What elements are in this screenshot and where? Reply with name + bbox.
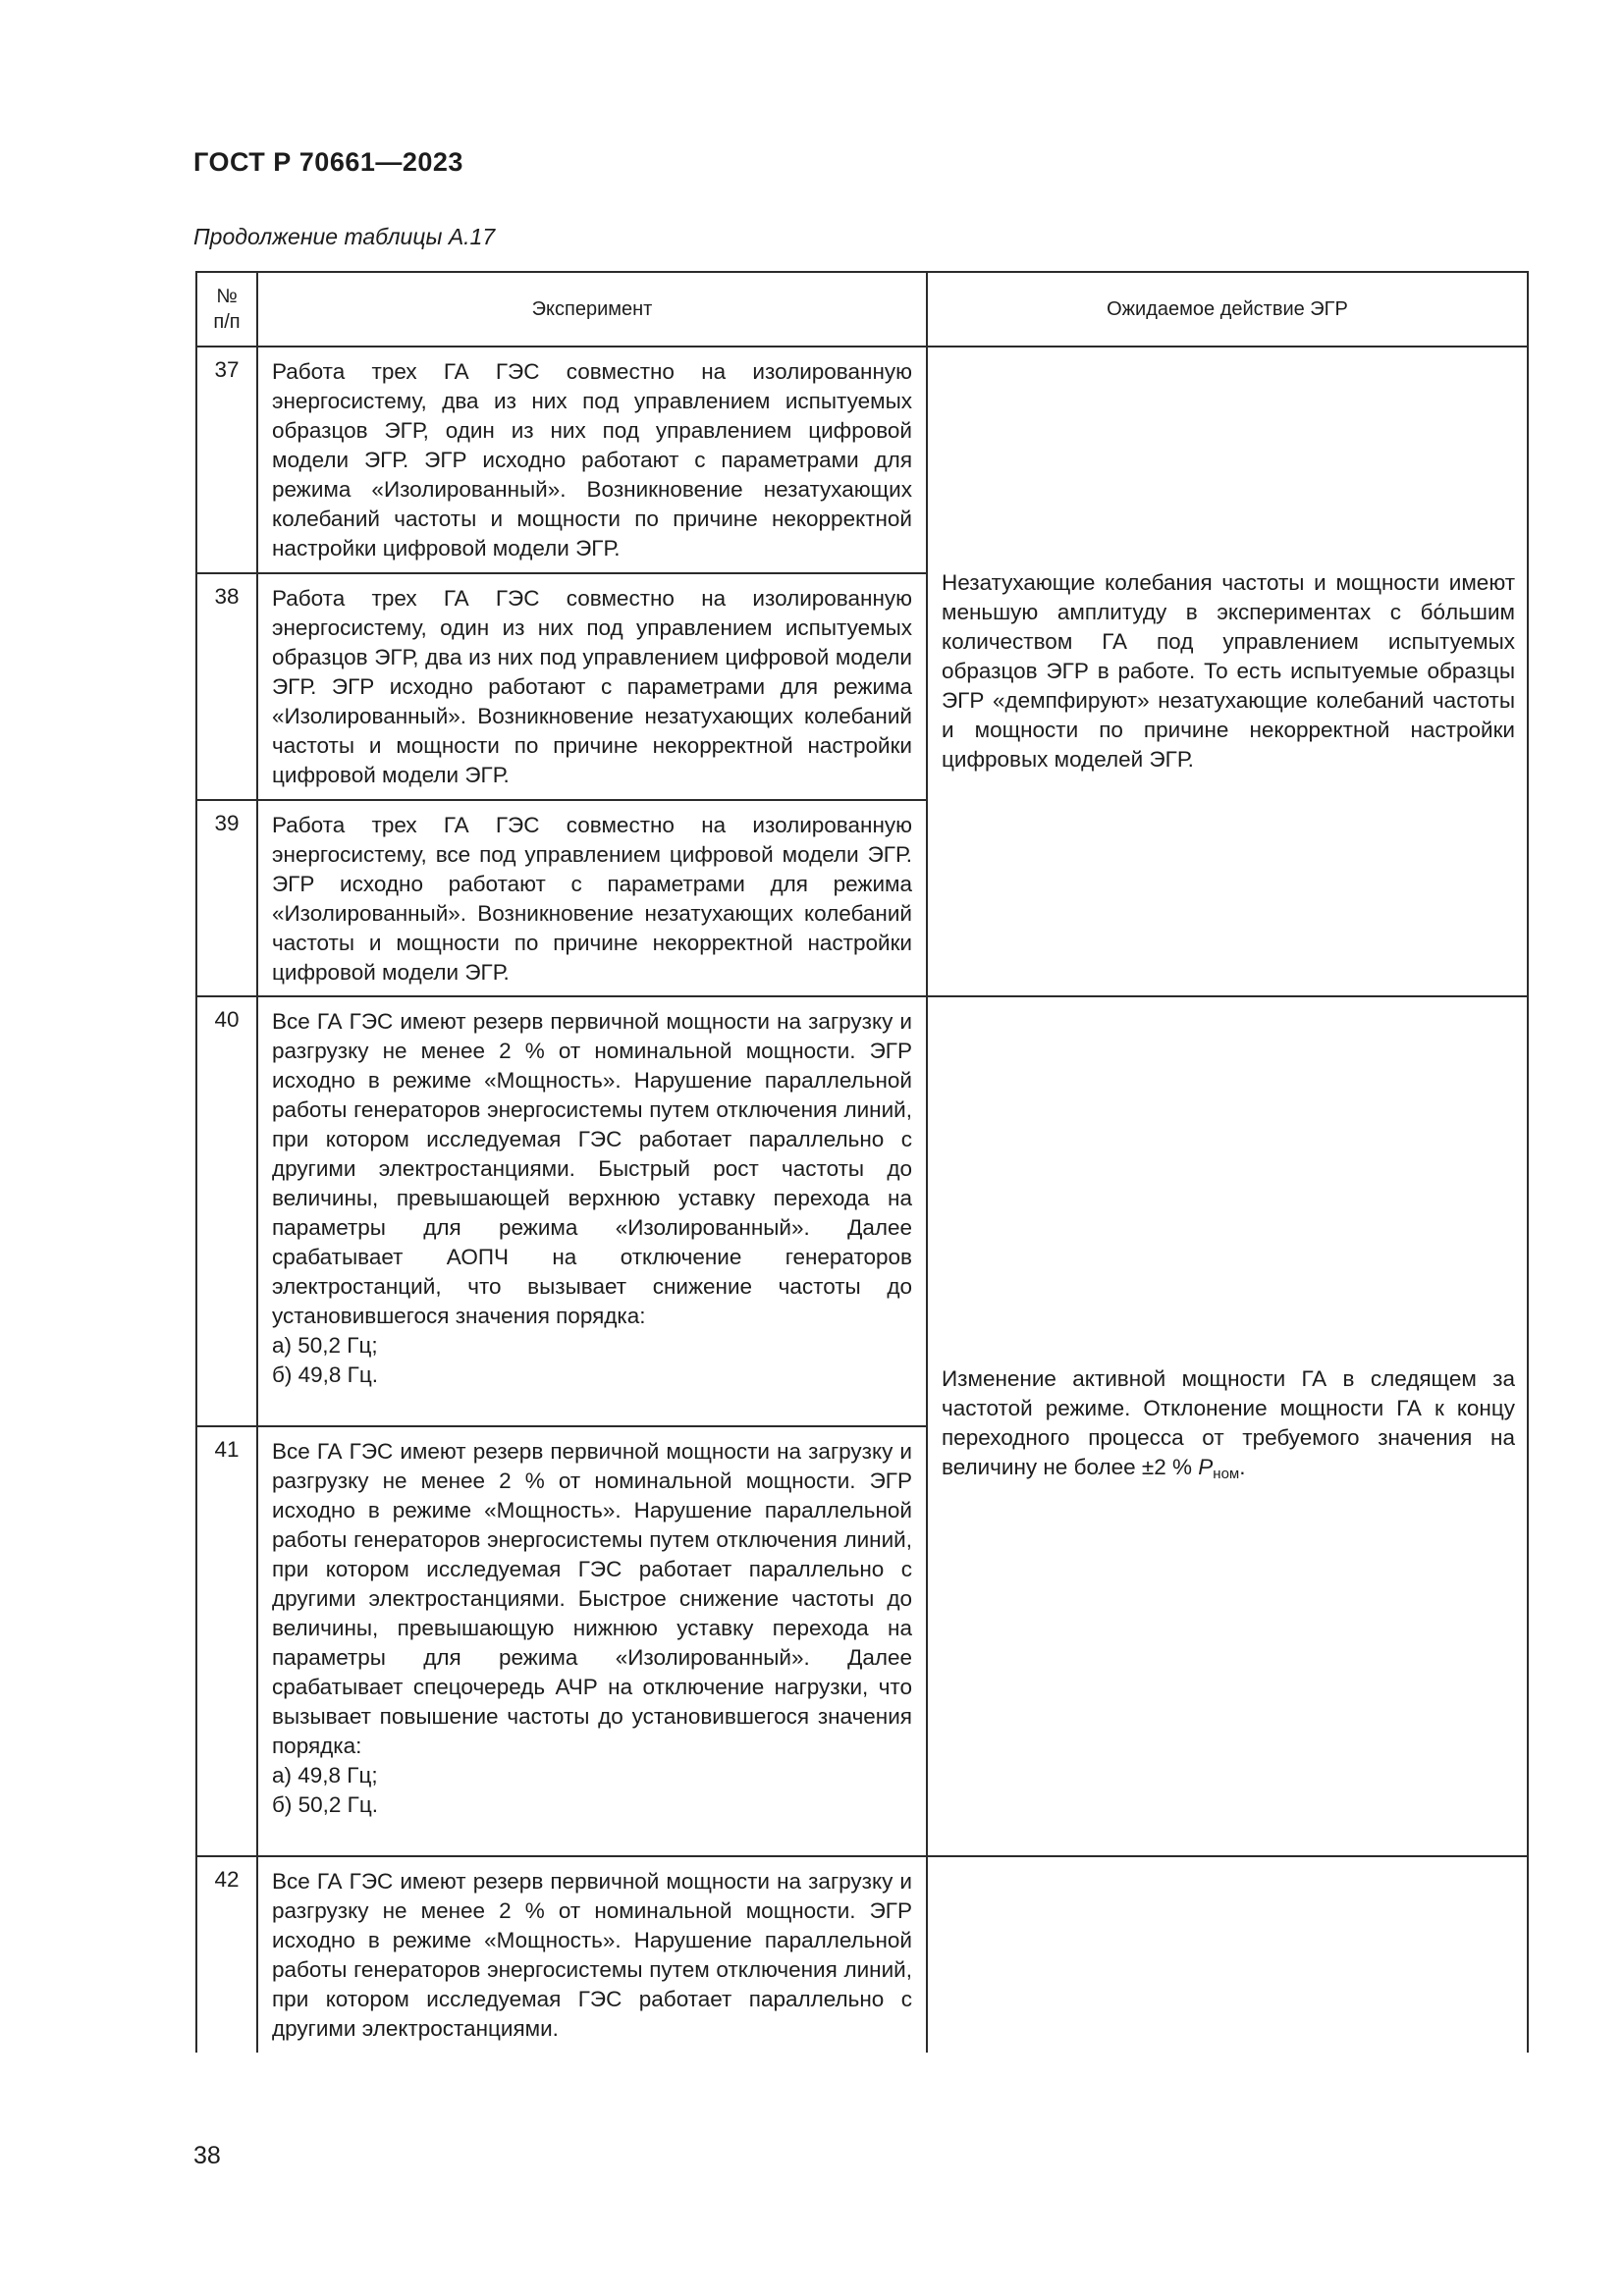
row-number: 41: [196, 1426, 257, 1856]
row-number: 42: [196, 1856, 257, 2053]
table-row: [196, 1856, 1528, 2053]
list-item-b: б) 50,2 Гц.: [272, 1792, 378, 1817]
experiment-text: Все ГА ГЭС имеют резерв первичной мощности на загрузку и разгрузку не менее 2 % от номинальной мощности. ЭГР исходно в режиме «Мощность». Нарушение параллельной работы генераторов энергосистемы путем отключения линий, при котором исследуемая ГЭС работает параллельно с другими электростанциями.: [257, 1856, 927, 2053]
list-item-a: а) 50,2 Гц;: [272, 1333, 378, 1358]
header-number: № п/п: [196, 272, 257, 347]
power-subscript: ном: [1213, 1465, 1240, 1482]
experiment-body: Все ГА ГЭС имеют резерв первичной мощности на загрузку и разгрузку не менее 2 % от номинальной мощности. ЭГР исходно в режиме «Мощность». Нарушение параллельной работы генераторов энергосистемы путем отключения линий, при котором исследуемая ГЭС работает параллельно с другими электростанциями. Быстрый рост частоты до величины, превышающей верхнюю уставку перехода на параметры для режима «Изолированный». Далее срабатывает АОПЧ на отключение генераторов электростанций, что вызывает снижение частоты до установившегося значения порядка:: [272, 1009, 912, 1328]
experiment-text: [257, 1426, 927, 1856]
expected-result-40-41: [927, 996, 1528, 1856]
header-expected-action: Ожидаемое действие ЭГР: [927, 272, 1528, 347]
table-caption: Продолжение таблицы А.17: [193, 224, 496, 249]
expected-result-empty: [927, 1856, 1528, 2053]
standard-code: ГОСТ Р 70661—2023: [193, 147, 463, 177]
row-number: 38: [196, 573, 257, 800]
table-row: [196, 996, 1528, 1426]
result-end: .: [1239, 1454, 1246, 1479]
experiment-text: Работа трех ГА ГЭС совместно на изолированную энергосистему, два из них под управлением испытуемых образцов ЭГР, один из них под управлением цифровой модели ЭГР. ЭГР исходно работают с параметрами для режима «Изолированный». Возникновение незатухающих колебаний частоты и мощности по причине некорректной настройки цифровой модели ЭГР.: [257, 347, 927, 573]
expected-result-37-39: Незатухающие колебания частоты и мощности имеют меньшую амплитуду в экспериментах с бо́льшим количеством ГА под управлением испытуемых образцов ЭГР в работе. То есть испытуемые образцы ЭГР «демпфируют» незатухающие колебаний частоты и мощности по причине некорректной настройки цифровых моделей ЭГР.: [927, 347, 1528, 996]
row-number: 39: [196, 800, 257, 996]
result-text: Изменение активной мощности ГА в следящем за частотой режиме. Отклонение мощности ГА к концу переходного процесса от требуемого значения на величину не более ±2 %: [942, 1365, 1515, 1479]
power-symbol: P: [1198, 1454, 1214, 1479]
row-number: 40: [196, 996, 257, 1426]
experiment-text: [257, 996, 927, 1426]
table-row: [196, 347, 1528, 573]
experiment-body: Все ГА ГЭС имеют резерв первичной мощности на загрузку и разгрузку не менее 2 % от номинальной мощности. ЭГР исходно в режиме «Мощность». Нарушение параллельной работы генераторов энергосистемы путем отключения линий, при котором исследуемая ГЭС работает параллельно с другими электростанциями. Быстрое снижение частоты до величины, превышающую нижнюю уставку перехода на параметры для режима «Изолированный». Далее срабатывает спецочередь АЧР на отключение нагрузки, что вызывает повышение частоты до установившегося значения порядка:: [272, 1439, 912, 1758]
experiment-text: Работа трех ГА ГЭС совместно на изолированную энергосистему, один из них под управлением испытуемых образцов ЭГР, два из них под управлением цифровой модели ЭГР. ЭГР исходно работают с параметрами для режима «Изолированный». Возникновение незатухающих колебаний частоты и мощности по причине некорректной настройки цифровой модели ЭГР.: [257, 573, 927, 800]
table-header-row: [196, 272, 1528, 347]
experiment-text: Работа трех ГА ГЭС совместно на изолированную энергосистему, все под управлением цифровой модели ЭГР. ЭГР исходно работают с параметрами для режима «Изолированный». Возникновение незатухающих колебаний частоты и мощности по причине некорректной настройки цифровой модели ЭГР.: [257, 800, 927, 996]
row-number: 37: [196, 347, 257, 573]
list-item-b: б) 49,8 Гц.: [272, 1362, 378, 1387]
experiments-table: [195, 271, 1529, 2053]
page-number: 38: [193, 2142, 221, 2169]
list-item-a: а) 49,8 Гц;: [272, 1763, 378, 1788]
header-experiment: Эксперимент: [257, 272, 927, 347]
